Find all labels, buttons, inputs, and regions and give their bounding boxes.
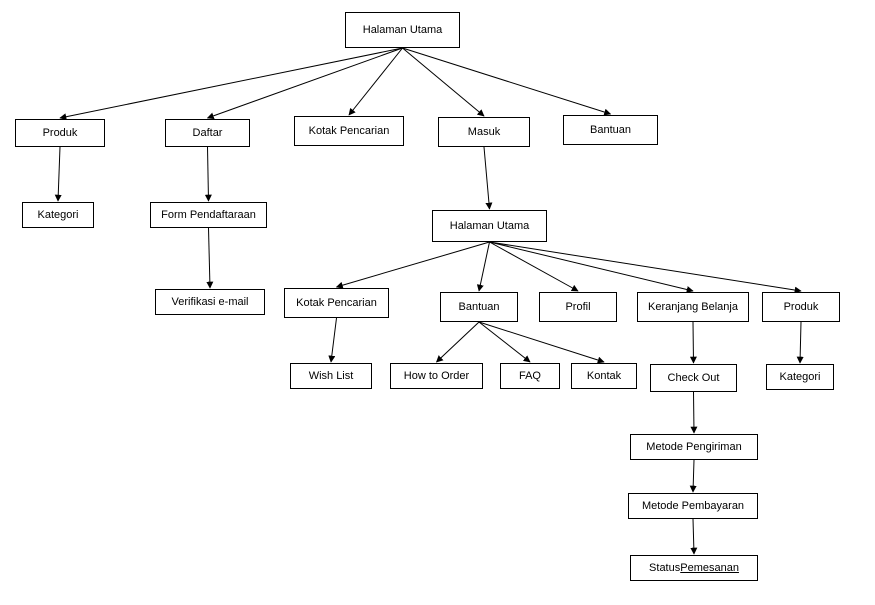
node-keranjang-belanja[interactable] [637, 292, 749, 322]
edge-n8-n9 [209, 228, 211, 288]
node-bantuan[interactable] [563, 115, 658, 145]
node-label: FAQ [518, 369, 541, 382]
node-label: Produk [783, 300, 819, 313]
edge-n5-n10 [484, 147, 490, 209]
node-label: Form Pendaftaraan [161, 208, 256, 221]
edge-n1-n6 [403, 48, 611, 114]
node-how-to-order[interactable] [390, 363, 483, 389]
node-daftar[interactable] [165, 119, 250, 147]
node-label: Keranjang Belanja [648, 300, 738, 313]
node-kategori[interactable] [22, 202, 94, 228]
node-bantuan[interactable] [440, 292, 518, 322]
edge-n22-n23 [693, 460, 694, 492]
node-label: Kategori [779, 370, 821, 383]
node-label: Kotak Pencarian [308, 124, 390, 137]
edge-n12-n18 [479, 322, 530, 362]
edge-n12-n19 [479, 322, 604, 362]
edge-n12-n17 [437, 322, 480, 362]
node-label: How to Order [403, 369, 470, 382]
node-form-pendaftaraan[interactable] [150, 202, 267, 228]
node-label: Metode Pengiriman [646, 440, 742, 453]
edge-n10-n11 [337, 242, 490, 287]
node-verifikasi-e-mail[interactable] [155, 289, 265, 315]
node-kategori[interactable] [766, 364, 834, 390]
node-label: Check Out [667, 371, 720, 384]
edge-n1-n5 [403, 48, 485, 116]
node-check-out[interactable] [650, 364, 737, 392]
node-label: Halaman Utama [362, 23, 443, 36]
edge-n10-n15 [490, 242, 802, 291]
edge-n1-n2 [60, 48, 403, 118]
node-label: Wish List [308, 369, 354, 382]
node-halaman-utama[interactable] [432, 210, 547, 242]
node-wish-list[interactable] [290, 363, 372, 389]
node-metode-pembayaran[interactable] [628, 493, 758, 519]
node-profil[interactable] [539, 292, 617, 322]
node-kontak[interactable] [571, 363, 637, 389]
node-label: Bantuan [458, 300, 500, 313]
node-faq[interactable] [500, 363, 560, 389]
node-label: Halaman Utama [449, 219, 530, 232]
edge-n2-n7 [58, 147, 60, 201]
node-produk[interactable] [762, 292, 840, 322]
node-label: Metode Pembayaran [641, 499, 745, 512]
node-label: Daftar [192, 126, 223, 139]
node-label: Kontak [586, 369, 622, 382]
node-label: Profil [565, 300, 591, 313]
node-label-part: Status [649, 561, 681, 574]
edge-n1-n3 [208, 48, 403, 118]
edge-n20-n22 [694, 392, 695, 433]
node-label: Masuk [467, 125, 501, 138]
node-label: Kategori [37, 208, 79, 221]
node-label: Verifikasi e-mail [171, 295, 249, 308]
edge-n15-n21 [800, 322, 801, 363]
node-kotak-pencarian[interactable] [294, 116, 404, 146]
node-produk[interactable] [15, 119, 105, 147]
edge-n3-n8 [208, 147, 209, 201]
node-label: Produk [42, 126, 78, 139]
edge-n14-n20 [693, 322, 694, 363]
node-label-part: Pemesanan [680, 561, 739, 574]
node-kotak-pencarian[interactable] [284, 288, 389, 318]
edge-n10-n14 [490, 242, 694, 291]
node-masuk[interactable] [438, 117, 530, 147]
node-halaman-utama[interactable] [345, 12, 460, 48]
edge-n11-n16 [331, 318, 337, 362]
node-metode-pengiriman[interactable] [630, 434, 758, 460]
edge-n10-n12 [479, 242, 490, 291]
node-label: Kotak Pencarian [296, 296, 377, 309]
node-label: Bantuan [590, 123, 631, 136]
node-status-pemesanan[interactable] [630, 555, 758, 581]
edge-n23-n24 [693, 519, 694, 554]
